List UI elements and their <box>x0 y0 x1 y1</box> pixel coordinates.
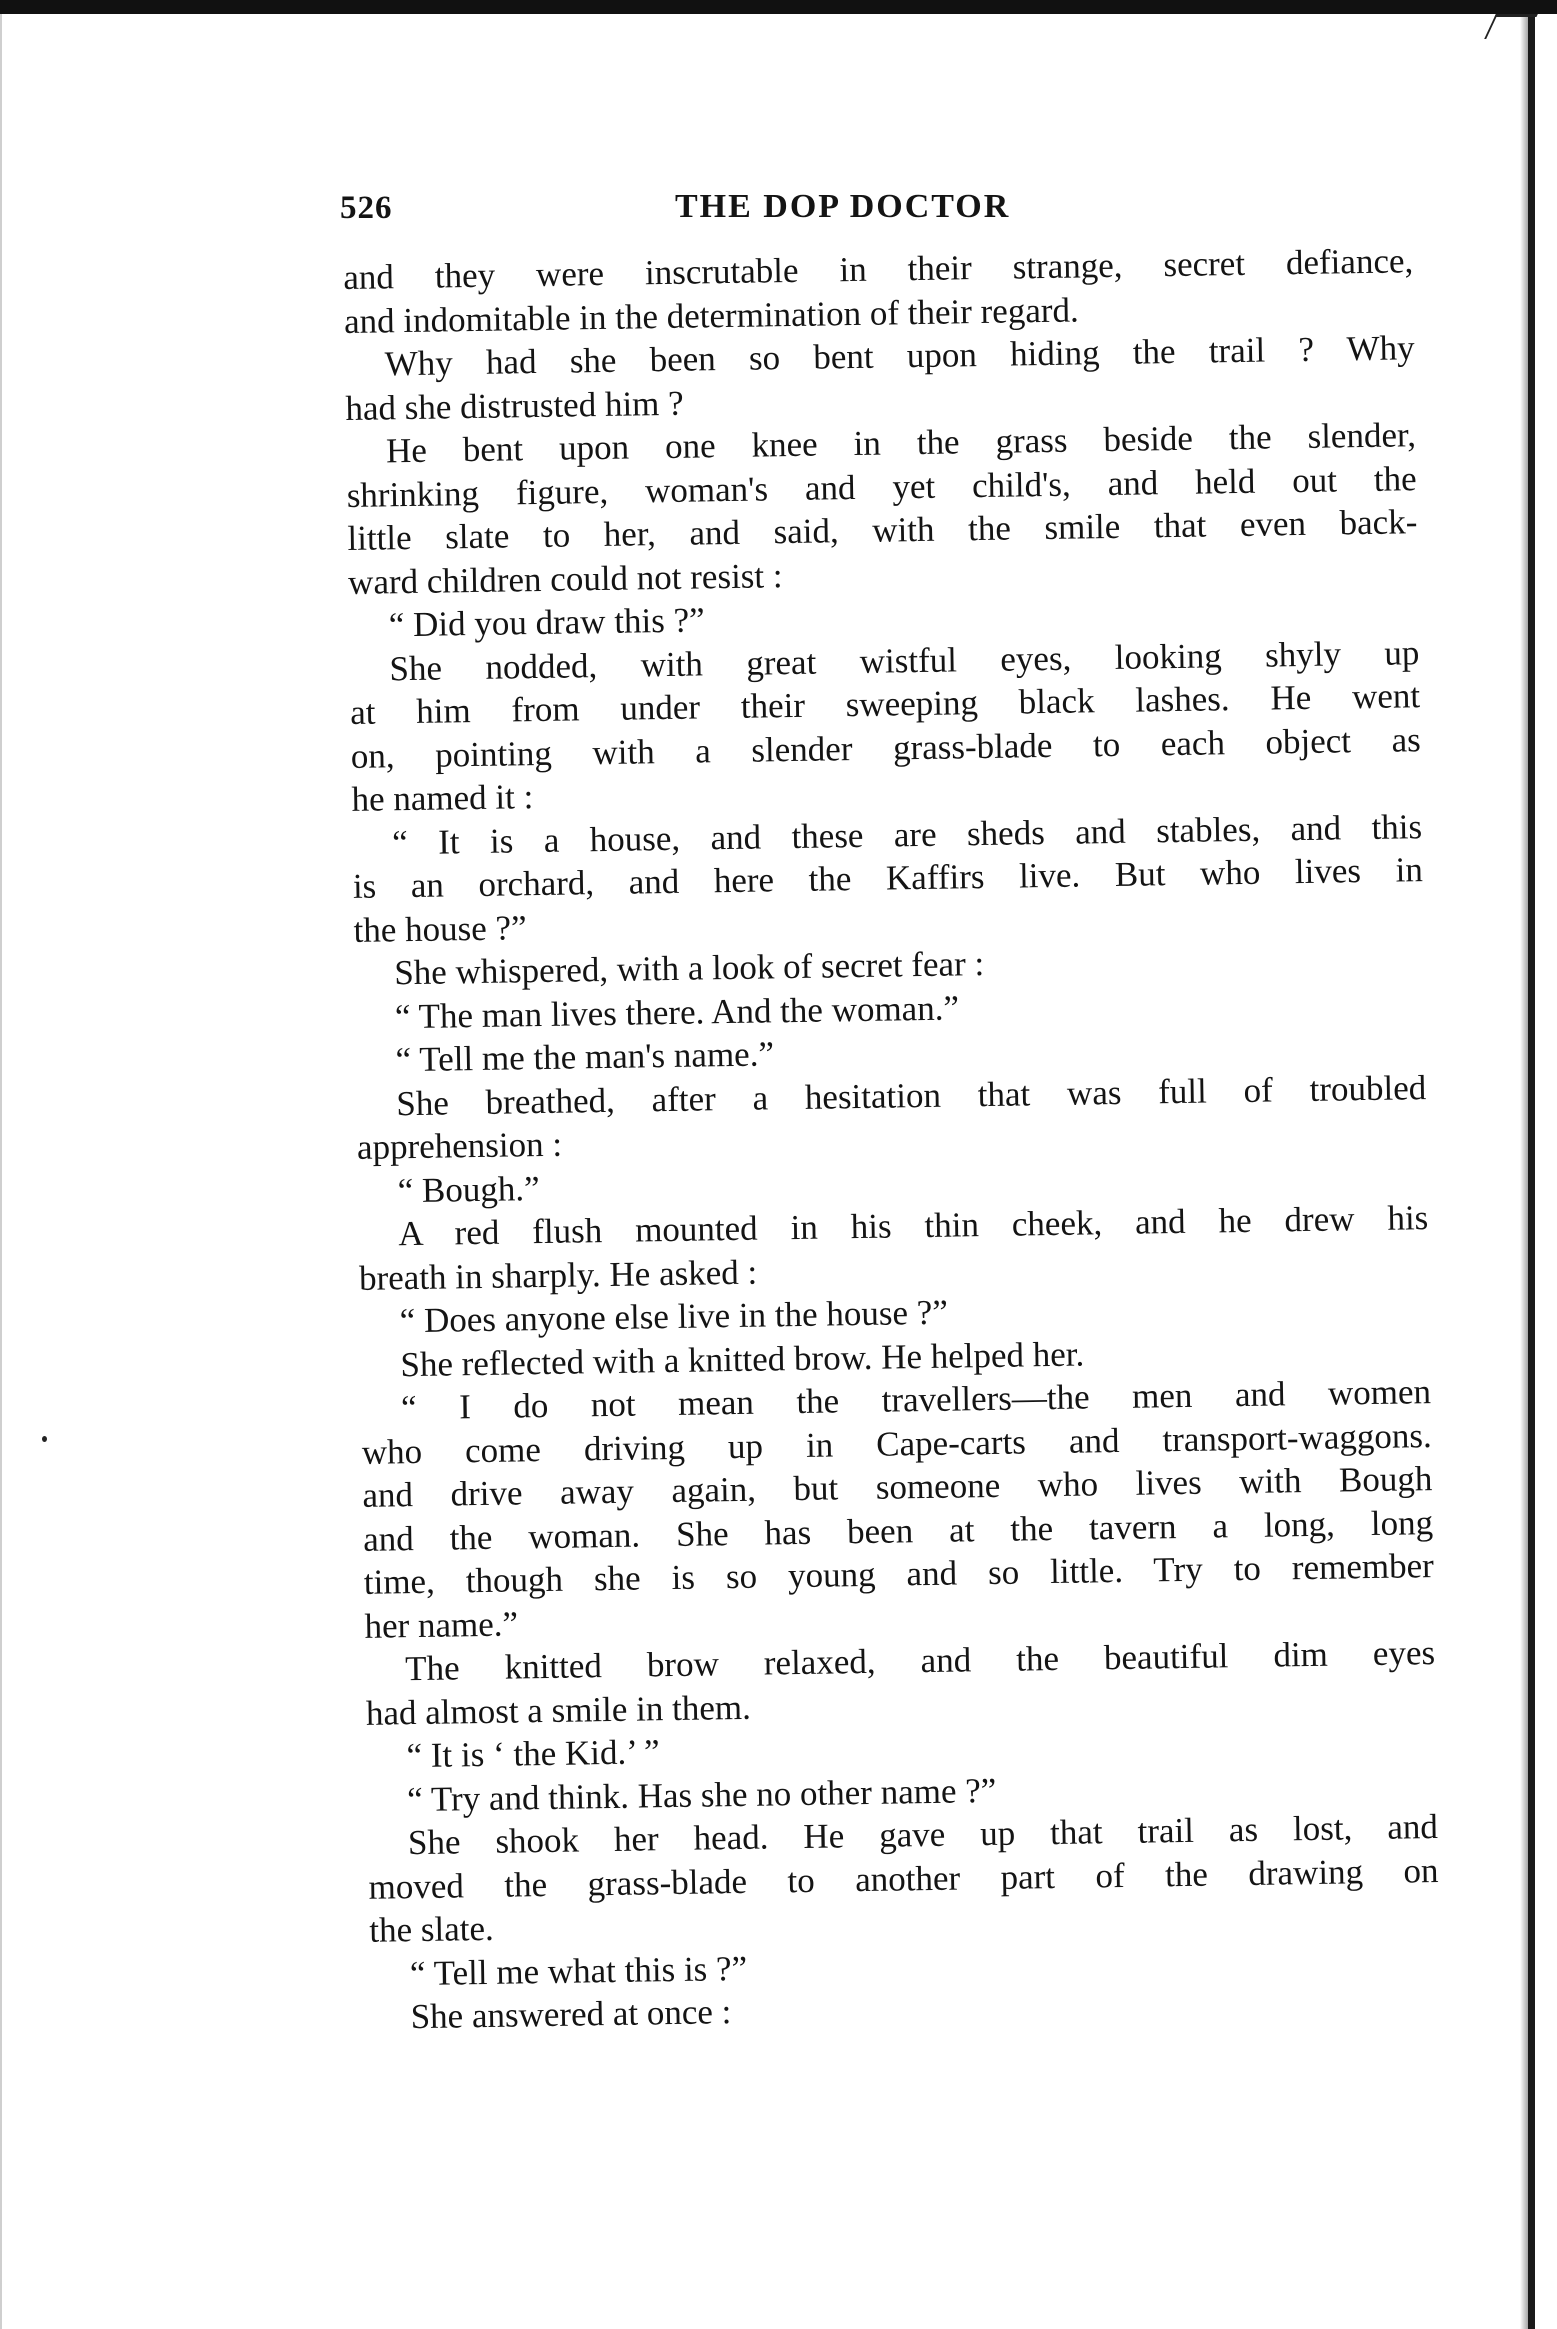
text-line: A red flush mounted in his thin cheek, and he drew his <box>398 1198 1429 1254</box>
ink-speck <box>42 1436 47 1442</box>
text-line: “ Try and think. Has she no other name ?” <box>406 1770 997 1819</box>
text-line: “ Does anyone else live in the house ?” <box>399 1292 949 1341</box>
text-line: and they were inscrutable in their strange, secret defiance, <box>343 241 1414 297</box>
text-line: “ Tell me the man's name.” <box>395 1034 775 1080</box>
body-text <box>343 239 1441 2039</box>
text-line: at him from under their sweeping black lashes. He went <box>349 676 1421 732</box>
text-line: and the woman. She has been at the tavern a long, long <box>362 1502 1434 1559</box>
scan-top-border <box>0 0 1557 14</box>
text-line: “ Tell me what this is ?” <box>409 1948 748 1993</box>
text-line: apprehension : <box>356 1124 563 1167</box>
text-line: She whispered, with a look of secret fear : <box>393 944 985 993</box>
text-line: the slate. <box>368 1908 494 1950</box>
text-line: who come driving up in Cape-carts and transport-waggons. <box>361 1415 1432 1472</box>
text-line: is an orchard, and here the Kaffirs live. But who lives in <box>352 850 1424 906</box>
text-line: and indomitable in the determination of their regard. <box>343 289 1080 341</box>
running-title: THE DOP DOCTOR <box>675 188 1011 225</box>
text-line: “ I do not mean the travellers—the men and women <box>400 1372 1432 1428</box>
text-line: She nodded, with great wistful eyes, looking shyly up <box>389 632 1420 688</box>
page-number: 526 <box>340 190 393 226</box>
text-line: Why had she been so bent upon hiding the trail ? Why <box>384 328 1415 384</box>
page-header <box>340 190 1410 238</box>
text-line: her name.” <box>364 1603 519 1646</box>
text-line: He bent upon one knee in the grass beside the slender, <box>385 415 1417 471</box>
text-line: little slate to her, and said, with the smile that even back- <box>347 502 1418 558</box>
scan-left-border <box>0 14 2 2329</box>
text-line: time, though she is so young and so little. Try to remember <box>363 1546 1435 1602</box>
text-line: had she distrusted him ? <box>345 383 684 428</box>
text-line: “ Did you draw this ?” <box>388 600 705 645</box>
text-line: “ It is ‘ the Kid.’ ” <box>406 1732 660 1776</box>
text-line: She breathed, after a hesitation that was full of troubled <box>396 1067 1427 1123</box>
text-line: “ It is a house, and these are sheds and stables, and this <box>391 806 1423 862</box>
text-line: and drive away again, but someone who lives with Bough <box>362 1459 1433 1515</box>
text-line: “ The man lives there. And the woman.” <box>394 987 960 1036</box>
text-line: She reflected with a knitted brow. He helped her. <box>400 1333 1085 1384</box>
text-line: had almost a smile in them. <box>365 1687 752 1733</box>
text-line: shrinking figure, woman's and yet child's, and held out the <box>346 458 1417 515</box>
text-line: on, pointing with a slender grass-blade to each object as <box>350 719 1422 776</box>
text-line: The knitted brow relaxed, and the beautiful dim eyes <box>404 1633 1436 1689</box>
text-line: moved the grass-blade to another part of the drawing on <box>368 1850 1439 1907</box>
text-line: She answered at once : <box>410 1992 732 2037</box>
text-line: ward children could not resist : <box>347 555 783 602</box>
scan-binding-shadow <box>1520 14 1528 2329</box>
text-line: he named it : <box>351 777 534 819</box>
text-line: “ Bough.” <box>397 1168 540 1210</box>
text-line: breath in sharply. He asked : <box>358 1252 758 1298</box>
scan-right-border <box>1528 14 1535 2329</box>
text-line: the house ?” <box>353 907 527 950</box>
text-line: She shook her head. He gave up that trail as lost, and <box>407 1806 1439 1863</box>
